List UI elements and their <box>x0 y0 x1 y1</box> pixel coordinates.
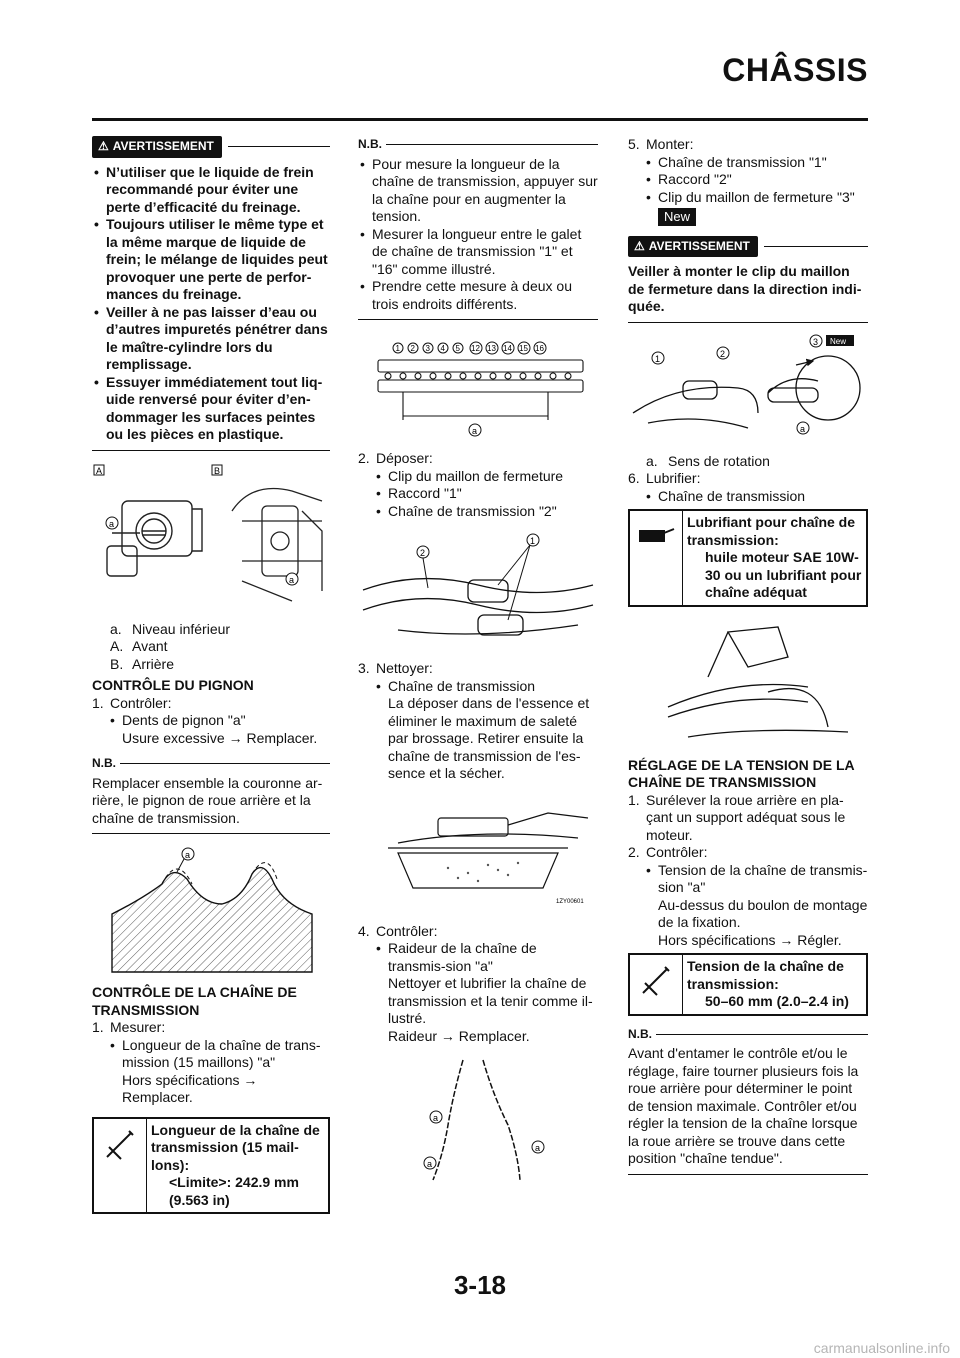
figure-sprocket-teeth <box>92 844 330 974</box>
figure-legend: a. Sens de rotation <box>646 452 770 469</box>
svg-text:a: a <box>185 850 191 860</box>
svg-text:A: A <box>96 465 103 476</box>
svg-text:16: 16 <box>535 344 544 353</box>
figure-brake-reservoir <box>92 461 330 611</box>
figure-chain-remove <box>358 530 598 650</box>
svg-text:2: 2 <box>410 344 415 353</box>
svg-text:4: 4 <box>440 344 445 353</box>
svg-text:a: a <box>472 426 478 436</box>
figure-chain-measure <box>358 330 598 440</box>
svg-text:1: 1 <box>395 344 400 353</box>
svg-text:13: 13 <box>487 344 496 353</box>
nb-header: N.B. <box>92 755 330 773</box>
header-rule <box>92 118 868 121</box>
svg-text:a: a <box>535 1143 541 1153</box>
svg-text:2: 2 <box>720 348 726 359</box>
page-number: 3-18 <box>453 1270 507 1300</box>
spec-box-chain-tension: Tension de la chaîne de transmission: 50–60 mm (2.0–2.4 in) <box>628 953 868 1016</box>
warning-item: • Essuyer immédiatement tout liq-uide renversé pour éviter d’en-dommager les surfaces peintes ou les pièces en plastique. <box>92 374 330 444</box>
nb-list: • Pour mesure la longueur de la chaîne de transmission, appuyer sur la chaîne pour en augmenter la tension. • Mesurer la longueur entre le galet de chaîne de transmission "1" et "16" comme illustré. • Prendre cette mesure à deux ou trois endroits différents. <box>358 156 598 314</box>
page-title: CHÂSSIS <box>722 52 868 88</box>
figure-chain-stiffness <box>358 1055 598 1185</box>
svg-text:a: a <box>289 574 295 585</box>
svg-text:12: 12 <box>471 344 480 353</box>
warning-item: • Veiller à ne pas laisser d’eau ou d’autres impuretés pénétrer dans le maître-cylindre lors du remplissage. <box>92 304 330 374</box>
warning-item: • Toujours utiliser le même type et la même marque de liquide de frein; le mélange de liquides peut provoquer une perte de perfor-mances du freinage. <box>92 216 330 304</box>
column-1: ⚠ AVERTISSEMENT • N’utiliser que le liquide de frein recommandé pour éviter une perte d’efficacité du freinage. • Toujours utiliser le même type et la même marque de liquide de frein; le mélange de liquides peut provoquer une perte de perfor-mances du freinage. • Veiller à ne pas laisser d’eau ou d’autres impuretés pénétrer dans le maître-cylindre lors du remplissage. • Essuyer immédiatement tout liq-uide renversé pour éviter d’en-dommager les surfaces peintes ou les pièces en plastique. A B a a a. Niveau inférieur A. Avant B. Arrière CONTRÔLE DU PIGNON 1. Contrôler: • Dents de pignon "a" Usure excessive → Remplacer. N.B. Remplacer ensemble la couronne ar-rière, le pignon de roue arrière et la chaîne de transmission. a CONTRÔLE DE LA CHAÎNE DE TRANSMISSION 1. Mesurer: • Longueur de la chaîne de trans-mission (15 maillons) "a" Hors spécifications → Remplacer. Longueur de la chaîne de transmission (15 mail-lons): <Limite>: 242.9 mm (9.563 in) <box>92 136 330 1218</box>
spec-box-lubricant: Lubrifiant pour chaîne de transmission: huile moteur SAE 10W-30 ou un lubrifiant pour chaîne adéquat <box>628 509 868 607</box>
svg-text:1ZY00601: 1ZY00601 <box>556 898 584 905</box>
warning-icon: ⚠ <box>98 139 109 153</box>
warning-item: • N’utiliser que le liquide de frein recommandé pour éviter une perte d’efficacité du freinage. <box>92 164 330 217</box>
warning-badge: ⚠ AVERTISSEMENT <box>628 236 758 258</box>
svg-text:15: 15 <box>519 344 528 353</box>
column-3: 5. Monter: • Chaîne de transmission "1" • Raccord "2" • Clip du maillon de fermeture "3" New ⚠ AVERTISSEMENT Veiller à monter le clip du maillon de fermeture dans la direction indi-quée. 1 2 3 New a a. Sens de rotation 6. Lubrifier: • Chaîne de transmission Lubrifiant pour chaîne de transmission: huile moteur SAE 10W-30 ou un lubrifiant pour chaîne adéquat RÉGLAGE DE LA TENSION DE LA CHAÎNE DE TRANSMISSION 1. Surélever la roue arrière en pla-çant un support adéquat sous le moteur. 2. Contrôler: • Tension de la chaîne de transmis-sion "a" Au-dessus du boulon de montage de la fixation. Hors spécifications → Régler. Tension de la chaîne de transmission: 50–60 mm (2.0–2.4 in) N.B. Avant d'entamer le contrôle et/ou le réglage, faire tourner plusieurs fois la roue arrière pour déterminer le point de tension maximale. Contrôler et/ou régler la tension de la chaîne lorsque la roue arrière se trouve dans cette position "chaîne tendue". <box>628 136 868 1175</box>
warning-list <box>92 164 330 444</box>
nb-text: Avant d'entamer le contrôle et/ou le réglage, faire tourner plusieurs fois la roue arrière pour déterminer le point de tension maximale. Contrôler et/ou régler la tension de la chaîne lorsque la roue arrière se trouve dans cette position "chaîne tendue". <box>628 1045 859 1166</box>
section-heading: CONTRÔLE DE LA CHAÎNE DE TRANSMISSION <box>92 984 297 1018</box>
svg-text:a: a <box>109 518 115 529</box>
figure-chain-clean <box>358 793 598 913</box>
nb-header: N.B. <box>628 1026 868 1044</box>
warning-text: Veiller à monter le clip du maillon de fermeture dans la direction indi-quée. <box>628 263 862 314</box>
svg-text:a: a <box>427 1159 433 1169</box>
warning-header <box>92 136 330 158</box>
svg-text:3: 3 <box>813 336 819 347</box>
oil-can-icon <box>630 511 683 605</box>
column-2: N.B. • Pour mesure la longueur de la chaîne de transmission, appuyer sur la chaîne pour en augmenter la tension. • Mesurer la longueur entre le galet de chaîne de transmission "1" et "16" comme illustré. • Prendre cette mesure à deux ou trois endroits différents. 1 2 3 4 5 12 13 14 15 16 a 2. Déposer: • Clip du maillon de fermeture • Raccord "1" • Chaîne de transmission "2" 2 1 3. Nettoyer: • Chaîne de transmission La déposer dans de l'essence et éliminer le maximum de saleté par brossage. Retirer ensuite la chaîne de transmission de l'es-sence et la sécher. 1ZY00601 4. Contrôler: • Raideur de la chaîne de transmis-sion "a" Nettoyer et lubrifier la chaîne de transmission et la tenir comme il-lustré. Raideur → Remplacer. a a a <box>358 136 598 1195</box>
wrench-icon <box>94 1119 147 1213</box>
wrench-icon <box>630 955 683 1014</box>
nb-text: Remplacer ensemble la couronne ar-rière, le pignon de roue arrière et la chaîne de transmission. <box>92 774 323 826</box>
svg-text:1: 1 <box>655 353 661 364</box>
figure-chain-lubricate <box>628 617 868 747</box>
new-badge: New <box>658 208 696 226</box>
spec-box-chain-length: Longueur de la chaîne de transmission (15 mail-lons): <Limite>: 242.9 mm (9.563 in) <box>92 1117 330 1215</box>
warning-icon: ⚠ <box>634 238 645 253</box>
svg-text:a: a <box>433 1113 439 1123</box>
section-heading: RÉGLAGE DE LA TENSION DE LA CHAÎNE DE TRANSMISSION <box>628 756 855 790</box>
warning-header <box>628 236 868 258</box>
figure-clip-install <box>628 333 868 443</box>
section-heading: CONTRÔLE DU PIGNON <box>92 677 254 693</box>
svg-text:14: 14 <box>503 344 512 353</box>
nb-header: N.B. <box>358 136 598 154</box>
svg-text:5: 5 <box>455 344 460 353</box>
watermark: carmanualsonline.info <box>813 1340 950 1356</box>
svg-text:2: 2 <box>420 548 426 558</box>
svg-text:B: B <box>214 465 221 476</box>
svg-text:New: New <box>830 336 847 346</box>
svg-text:3: 3 <box>425 344 430 353</box>
warning-badge: ⚠ AVERTISSEMENT <box>92 136 222 158</box>
figure-legend: a. Niveau inférieur A. Avant B. Arrière <box>110 620 231 672</box>
svg-text:a: a <box>800 423 806 434</box>
svg-text:1: 1 <box>530 536 536 546</box>
